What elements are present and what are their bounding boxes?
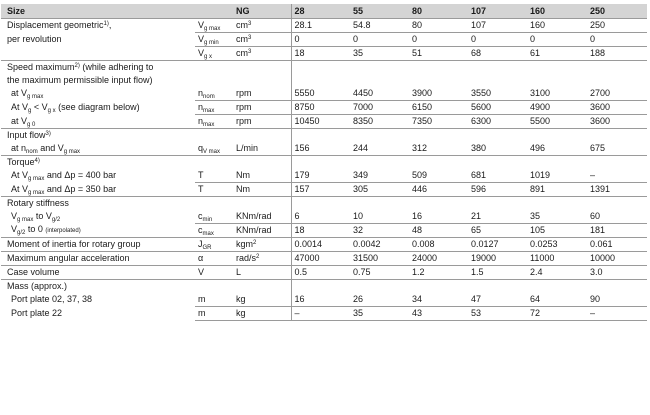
row-symbol: α	[195, 252, 233, 266]
row-value-size-160: 1019	[527, 169, 587, 183]
row-value-size-250: 90	[587, 293, 647, 307]
row-value-size-28: 16	[291, 293, 350, 307]
row-description: at $n_{nom}$ and $V_{g max}$	[11, 143, 81, 155]
header-size-107: 107	[468, 4, 527, 19]
header-size-80: 80	[409, 4, 468, 19]
row-value-size-107: 5600	[468, 101, 527, 115]
row-unit	[233, 74, 291, 87]
row-value-size-107: 65	[471, 225, 482, 235]
row-value-size-28: 18	[291, 47, 350, 61]
row-value-size-107	[468, 129, 527, 143]
row-value-size-55: 35	[353, 48, 364, 58]
row-value-size-80	[409, 156, 468, 170]
row-value-size-55: 349	[350, 169, 409, 183]
row-unit: $cm^3$	[233, 19, 291, 33]
row-description: at $V_{g 0}$	[11, 115, 36, 128]
row-value-size-250: 181	[590, 225, 606, 235]
row-value-size-160: 0	[527, 33, 587, 47]
row-description	[1, 47, 195, 61]
row-description: Maximum angular acceleration	[1, 252, 195, 266]
row-value-size-80: 6150	[409, 101, 468, 115]
table-row	[1, 74, 647, 87]
row-value-size-250: 10000	[587, 252, 647, 266]
row-symbol: $q_{V max}$	[198, 143, 221, 155]
row-value-size-80: 24000	[409, 252, 468, 266]
row-value-size-250: 1391	[590, 184, 611, 194]
row-unit	[233, 280, 291, 294]
row-value-size-107: 1.5	[468, 266, 527, 280]
row-value-size-107	[468, 74, 527, 87]
row-value-size-55	[350, 61, 409, 75]
row-value-size-160: 2.4	[527, 266, 587, 280]
row-value-size-80: 43	[409, 307, 468, 321]
row-description: Mass (approx.)	[1, 280, 195, 294]
row-value-size-107: 0	[468, 33, 527, 47]
technical-data-table	[1, 4, 647, 321]
row-unit	[233, 197, 291, 211]
row-value-size-250	[587, 280, 647, 294]
row-value-size-250	[587, 156, 647, 170]
row-value-size-107: 6300	[471, 116, 492, 126]
row-value-size-28: 10450	[291, 115, 350, 129]
row-value-size-107: 596	[471, 184, 487, 194]
row-value-size-80	[409, 280, 468, 294]
row-value-size-80: 0.008	[409, 238, 468, 252]
row-value-size-80: 48	[412, 225, 423, 235]
row-value-size-160: 496	[530, 143, 546, 153]
row-symbol: $n_{nom}$	[195, 87, 233, 101]
table-row	[1, 129, 647, 143]
row-value-size-55: 305	[353, 184, 369, 194]
row-description: At $V_{g max}$ and Δp = 400 bar	[11, 170, 117, 183]
table-row	[1, 87, 647, 101]
row-value-size-107: 380	[471, 143, 487, 153]
row-description: Rotary stiffness	[1, 197, 195, 211]
row-value-size-107: 3550	[468, 87, 527, 101]
row-value-size-55: 4450	[350, 87, 409, 101]
row-description: At $V_{g max}$ and Δp = 350 bar	[11, 183, 117, 196]
row-symbol	[195, 61, 233, 75]
row-value-size-55: 7000	[350, 101, 409, 115]
row-symbol	[195, 156, 233, 170]
row-description: Speed maximum$^{2)}$ (while adhering to	[1, 61, 195, 75]
row-value-size-250	[587, 129, 647, 143]
row-description: at $V_{g max}$	[11, 88, 44, 101]
row-description: Displacement geometric$^{1)}$,	[1, 19, 195, 33]
row-value-size-250: 0	[587, 33, 647, 47]
row-value-size-80	[409, 197, 468, 211]
row-value-size-28: 156	[291, 142, 350, 156]
row-description: the maximum permissible input flow)	[7, 75, 153, 85]
row-description: Input flow$^{3)}$	[1, 129, 195, 143]
row-value-size-80	[409, 74, 468, 87]
row-value-size-28: 28.1	[291, 19, 350, 33]
row-unit: kg	[233, 307, 291, 321]
row-value-size-28: 6	[291, 210, 350, 224]
row-value-size-28: 47000	[291, 252, 350, 266]
row-description: Port plate 22	[11, 308, 63, 318]
table-row	[1, 266, 647, 280]
row-value-size-160: 0.0253	[527, 238, 587, 252]
row-description: Case volume	[1, 266, 195, 280]
table-row	[1, 156, 647, 170]
row-value-size-80: 51	[412, 48, 423, 58]
row-value-size-55: 8350	[353, 116, 374, 126]
row-value-size-250: –	[587, 307, 647, 321]
row-unit: rad/$s^2$	[233, 252, 291, 266]
row-description: Moment of inertia for rotary group	[1, 238, 195, 252]
row-value-size-28: 5550	[291, 87, 350, 101]
header-size-55: 55	[350, 4, 409, 19]
row-value-size-55	[350, 129, 409, 143]
row-value-size-55: 26	[350, 293, 409, 307]
row-symbol: $J_{GR}$	[195, 238, 233, 252]
row-value-size-80: 509	[409, 169, 468, 183]
row-value-size-160	[527, 61, 587, 75]
table-row	[1, 307, 647, 321]
row-value-size-55: 54.8	[350, 19, 409, 33]
row-value-size-160	[527, 280, 587, 294]
table-row	[1, 169, 647, 183]
row-symbol: $V_{g min}$	[195, 33, 233, 47]
row-value-size-55: 244	[353, 143, 369, 153]
row-symbol: $c_{min}$	[195, 210, 233, 224]
row-value-size-28: 157	[291, 183, 350, 197]
row-unit: kgm$^2$	[233, 238, 291, 252]
row-unit: kg	[233, 293, 291, 307]
row-value-size-55	[350, 280, 409, 294]
row-value-size-250: 3600	[590, 116, 611, 126]
row-value-size-28	[291, 61, 350, 75]
row-value-size-160	[527, 129, 587, 143]
row-value-size-250: 0.061	[587, 238, 647, 252]
table-row	[1, 210, 647, 224]
row-value-size-160: 11000	[527, 252, 587, 266]
header-size-28: 28	[291, 4, 350, 19]
row-value-size-107	[468, 197, 527, 211]
table-row	[1, 280, 647, 294]
header-size-label: Size	[1, 4, 195, 19]
row-unit: rpm	[236, 116, 252, 126]
row-unit	[233, 129, 291, 143]
row-value-size-250: 250	[587, 19, 647, 33]
row-value-size-80: 446	[412, 184, 428, 194]
row-value-size-250: –	[587, 169, 647, 183]
row-value-size-55: 31500	[350, 252, 409, 266]
row-value-size-28	[291, 280, 350, 294]
row-unit: rpm	[233, 87, 291, 101]
row-value-size-80: 16	[409, 210, 468, 224]
row-symbol: $c_{max}$	[198, 225, 214, 237]
table-row	[1, 47, 647, 61]
row-value-size-107: 0.0127	[468, 238, 527, 252]
row-value-size-107: 47	[468, 293, 527, 307]
row-value-size-28	[291, 197, 350, 211]
row-value-size-250	[587, 74, 647, 87]
row-symbol: $V_{g max}$	[195, 19, 233, 33]
row-value-size-160	[527, 197, 587, 211]
table-row	[1, 142, 647, 156]
row-value-size-55: 32	[353, 225, 364, 235]
row-symbol	[195, 129, 233, 143]
row-value-size-28	[291, 74, 350, 87]
row-value-size-160: 105	[530, 225, 546, 235]
row-value-size-80: 80	[409, 19, 468, 33]
row-unit: $cm^3$	[233, 33, 291, 47]
row-symbol: m	[195, 293, 233, 307]
table-row	[1, 61, 647, 75]
row-value-size-250: 2700	[587, 87, 647, 101]
table-row	[1, 224, 647, 238]
row-value-size-55	[350, 197, 409, 211]
row-value-size-250: 60	[587, 210, 647, 224]
row-value-size-55: 0.75	[350, 266, 409, 280]
row-description: Port plate 02, 37, 38	[11, 294, 93, 305]
row-value-size-55: 10	[350, 210, 409, 224]
row-value-size-28: 0	[291, 33, 350, 47]
table-row	[1, 197, 647, 211]
row-value-size-107	[468, 280, 527, 294]
row-symbol: T	[195, 169, 233, 183]
row-value-size-28: 179	[291, 169, 350, 183]
row-value-size-28: –	[291, 307, 350, 321]
row-value-size-55	[350, 74, 409, 87]
row-value-size-28	[291, 156, 350, 170]
table-row	[1, 293, 647, 307]
row-value-size-28: 8750	[291, 101, 350, 115]
row-description: per revolution	[7, 34, 62, 44]
row-value-size-160: 35	[527, 210, 587, 224]
row-symbol	[195, 74, 233, 87]
row-value-size-107: 68	[471, 48, 482, 58]
data-sheet	[1, 4, 647, 321]
row-symbol: $n_{max}$	[195, 101, 233, 115]
row-value-size-160: 4900	[527, 101, 587, 115]
header-size-250: 250	[587, 4, 647, 19]
table-row	[1, 19, 647, 33]
row-value-size-160: 64	[527, 293, 587, 307]
row-value-size-80	[409, 61, 468, 75]
row-value-size-28: 0.5	[291, 266, 350, 280]
row-value-size-107	[468, 61, 527, 75]
row-value-size-80: 312	[412, 143, 428, 153]
row-value-size-160: 891	[530, 184, 546, 194]
row-symbol: $n_{max}$	[198, 116, 215, 128]
row-value-size-80	[409, 129, 468, 143]
table-row	[1, 115, 647, 129]
header-ng-label: NG	[233, 4, 291, 19]
row-value-size-107: 21	[468, 210, 527, 224]
row-description: $V_{g/2}$ to 0 (interpolated)	[11, 223, 81, 236]
row-value-size-160: 72	[527, 307, 587, 321]
row-value-size-250: 675	[590, 143, 606, 153]
row-value-size-55	[350, 156, 409, 170]
row-value-size-250: 188	[590, 48, 606, 58]
table-row	[1, 238, 647, 252]
row-value-size-80: 34	[409, 293, 468, 307]
row-value-size-107: 53	[468, 307, 527, 321]
row-symbol	[195, 197, 233, 211]
row-unit: KNm/rad	[233, 210, 291, 224]
row-unit	[233, 61, 291, 75]
row-value-size-80: 3900	[409, 87, 468, 101]
table-row	[1, 183, 647, 197]
row-description: Torque$^{4)}$	[1, 156, 195, 170]
row-value-size-55: 35	[350, 307, 409, 321]
row-value-size-250	[587, 197, 647, 211]
table-row	[1, 252, 647, 266]
row-symbol: m	[195, 307, 233, 321]
row-unit: L	[233, 266, 291, 280]
row-value-size-250	[587, 61, 647, 75]
row-unit: Nm	[236, 184, 250, 194]
table-row	[1, 33, 647, 47]
row-unit: $cm^3$	[236, 48, 252, 58]
row-symbol: T	[198, 184, 204, 194]
row-value-size-55: 0.0042	[350, 238, 409, 252]
header-size-160: 160	[527, 4, 587, 19]
row-value-size-28: 0.0014	[291, 238, 350, 252]
row-symbol	[195, 280, 233, 294]
row-value-size-160: 5500	[530, 116, 551, 126]
table-row	[1, 101, 647, 115]
row-value-size-80: 0	[409, 33, 468, 47]
row-value-size-160: 61	[530, 48, 541, 58]
row-symbol: V	[195, 266, 233, 280]
row-value-size-107: 107	[468, 19, 527, 33]
row-value-size-80: 7350	[412, 116, 433, 126]
row-value-size-107: 19000	[468, 252, 527, 266]
row-description: $V_{g max}$ to $V_{g/2}$	[11, 211, 61, 224]
row-value-size-80: 1.2	[409, 266, 468, 280]
header-blank	[195, 4, 233, 19]
row-value-size-107: 681	[468, 169, 527, 183]
row-unit	[233, 156, 291, 170]
row-value-size-107	[468, 156, 527, 170]
row-value-size-160: 3100	[527, 87, 587, 101]
row-description: At $V_g < V_{g x}$ (see diagram below)	[11, 102, 140, 114]
row-unit: L/min	[236, 143, 259, 153]
row-value-size-160: 160	[527, 19, 587, 33]
row-value-size-250: 3600	[587, 101, 647, 115]
header-row	[1, 4, 647, 19]
row-symbol: $V_{g x}$	[198, 48, 213, 60]
row-value-size-28: 18	[291, 224, 350, 238]
row-unit: rpm	[233, 101, 291, 115]
row-unit: KNm/rad	[236, 225, 272, 235]
row-value-size-250: 3.0	[587, 266, 647, 280]
row-unit: Nm	[233, 169, 291, 183]
row-value-size-55: 0	[350, 33, 409, 47]
row-value-size-28	[291, 129, 350, 143]
row-value-size-160	[527, 74, 587, 87]
row-value-size-160	[527, 156, 587, 170]
table-body	[1, 19, 647, 321]
